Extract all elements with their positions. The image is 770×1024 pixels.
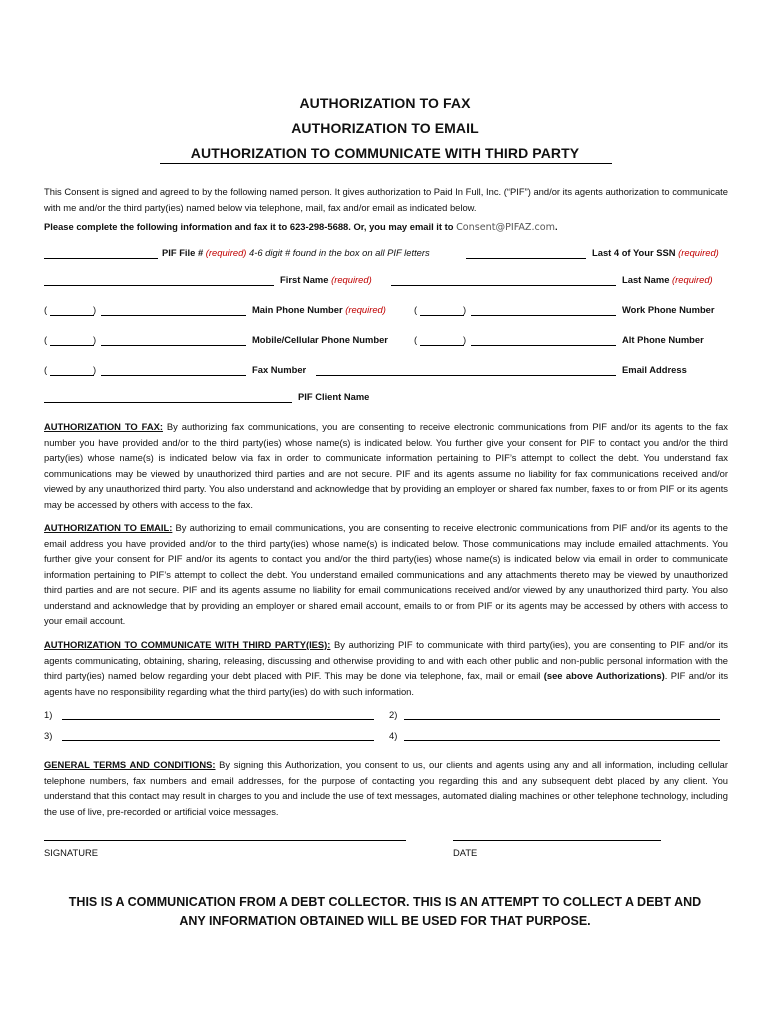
title-underline: [160, 163, 612, 164]
third-party-4-line[interactable]: [404, 740, 720, 741]
ssn-input-line[interactable]: [466, 258, 586, 259]
fax-input-line[interactable]: [101, 375, 246, 376]
last-name-label: [622, 274, 713, 285]
work-phone-area-open: (: [414, 304, 418, 315]
third-party-2-number: 2): [389, 709, 398, 720]
fax-authorization-text: By authorizing fax communications, you are consenting to receive electronic communications from PIF and/or its agents to the fax number you have provided and/or to the third party(ies) whose name(s) is indicated below. You further give your consent for PIF to contact you and/or the third party(ies) whose name(s) is indicated below via fax in order to communicate information pertaining to PIF’s attempt to collect the debt. You understand fax communications may be viewed by unauthorized third parties and are not secure. PIF and its agents assume no liability for fax communications received and/or viewed by any unauthorized third party. You also understand and acknowledge that by providing an employer or shared fax number, faxes to or from PIF or its agents may be accessed by others with access to the fax.: [44, 421, 728, 510]
work-phone-area-close: ): [463, 304, 467, 315]
pif-file-hint: 4-6 digit # found in the box on all PIF letters: [249, 247, 430, 258]
main-phone-input-line[interactable]: [101, 315, 246, 316]
general-terms-text: By signing this Authorization, you consent to us, our clients and agents using any and all information, including cellular telephone numbers, fax numbers and email addresses, for the purpose of contacting you regarding this and any subsequent debt placed by any client. You understand that this contact may result in charges to you and include the use of text messages, automated dialing machines or other telephone technology, including the use of live, pre-recorded or artificial voice messages.: [44, 759, 728, 817]
work-phone-input-line[interactable]: [471, 315, 616, 316]
third-party-3-line[interactable]: [62, 740, 374, 741]
main-phone-area-line[interactable]: [50, 315, 94, 316]
alt-phone-area-close: ): [463, 334, 467, 345]
intro-text: This Consent is signed and agreed to by the following named person. It gives authorization to Paid In Full, Inc. (“PIF”) and/or its agents authorization to communicate with me and/or the third party(ies) named below via telephone, mail, fax and/or email as indicated below.: [44, 186, 728, 213]
title-third-party: AUTHORIZATION TO COMMUNICATE WITH THIRD PARTY: [190, 145, 580, 161]
pif-file-input-line[interactable]: [44, 258, 158, 259]
required-marker: (required): [331, 274, 372, 285]
email-address-label: Email Address: [622, 364, 687, 375]
fax-area-line[interactable]: [50, 375, 94, 376]
fax-area-close: ): [93, 364, 97, 375]
date-label: DATE: [453, 847, 478, 858]
required-marker: (required): [672, 274, 713, 285]
alt-phone-area-open: (: [414, 334, 418, 345]
third-party-tail: . PIF and/or its agents have no responsibility regarding what the third party(ies) do with such information.: [44, 670, 729, 697]
email-authorization-text: By authorizing to email communications, you are consenting to receive electronic communications from PIF and/or its agents to the email address you have provided and/or to the third party(ies) whose name(s) is indicated below. Those communications may include emailed attachments. You further give your consent for PIF and/or its agents to contact you and/or the third party(ies) whose name(s) is indicated below via email in order to communicate information pertaining to PIF’s attempt to collect the debt. You understand emailed communications and any attachments thereto may be viewed by unauthorized third parties and are not secure. PIF and its agents assume no liability for email communications received and/or viewed by any unauthorized third party. You also understand and acknowledge that by providing an employer or shared email account, emails to or from PIF or its agents may be accessed by others with access to your email account.: [44, 522, 728, 626]
mobile-phone-area-line[interactable]: [50, 345, 94, 346]
main-phone-label-text: Main Phone Number: [252, 304, 343, 315]
title-fax: AUTHORIZATION TO FAX: [299, 95, 471, 111]
consent-email-link[interactable]: Consent@PIFAZ.com: [456, 222, 556, 233]
ssn-label-text: Last 4 of Your SSN: [592, 247, 676, 258]
signature-label: SIGNATURE: [44, 847, 98, 858]
third-party-1-line[interactable]: [62, 719, 374, 720]
alt-phone-input-line[interactable]: [471, 345, 616, 346]
third-party-1-number: 1): [44, 709, 53, 720]
general-terms-heading: GENERAL TERMS AND CONDITIONS:: [44, 759, 216, 770]
work-phone-label: Work Phone Number: [622, 304, 715, 315]
mobile-phone-area-open: (: [44, 334, 48, 345]
main-phone-area-close: ): [93, 304, 97, 315]
third-party-bold-note: (see above Authorizations): [543, 670, 665, 681]
work-phone-area-line[interactable]: [420, 315, 464, 316]
email-authorization-heading: AUTHORIZATION TO EMAIL:: [44, 522, 173, 533]
last-name-input-line[interactable]: [391, 285, 616, 286]
pif-client-input-line[interactable]: [44, 402, 292, 403]
date-line[interactable]: [453, 840, 661, 841]
mobile-phone-area-close: ): [93, 334, 97, 345]
fax-number-label: Fax Number: [252, 364, 307, 375]
main-phone-label: [252, 304, 386, 315]
mobile-phone-input-line[interactable]: [101, 345, 246, 346]
signature-line[interactable]: [44, 840, 406, 841]
required-marker: (required): [345, 304, 386, 315]
fax-authorization-paragraph: [44, 419, 728, 512]
ssn-label: [592, 247, 719, 258]
required-marker: (required): [678, 247, 719, 258]
third-party-heading: AUTHORIZATION TO COMMUNICATE WITH THIRD PARTY(IES):: [44, 639, 331, 650]
main-phone-area-open: (: [44, 304, 48, 315]
pif-file-label-text: PIF File #: [162, 247, 204, 258]
third-party-text: By authorizing PIF to communicate with third party(ies), you are consenting to PIF and/or its agents communicating, obtaining, sharing, releasing, discussing and otherwise providing to and with each other public and non-public personal information with the third party(ies) named below regarding your debt placed with PIF. This may be done via telephone, fax, mail or email: [44, 639, 728, 681]
mobile-phone-label: Mobile/Cellular Phone Number: [252, 334, 388, 345]
intro-instruction: [44, 219, 728, 236]
debt-collector-notice-line1: THIS IS A COMMUNICATION FROM A DEBT COLLECTOR. THIS IS AN ATTEMPT TO COLLECT A DEBT AND: [68, 895, 702, 909]
general-terms-paragraph: [44, 757, 728, 819]
third-party-3-number: 3): [44, 730, 53, 741]
debt-collector-notice-line2: ANY INFORMATION OBTAINED WILL BE USED FOR THAT PURPOSE.: [179, 914, 591, 928]
first-name-label: [280, 274, 372, 285]
pif-client-label: PIF Client Name: [298, 391, 370, 402]
first-name-label-text: First Name: [280, 274, 329, 285]
email-address-input-line[interactable]: [316, 375, 616, 376]
instruction-text: Please complete the following information and fax it to 623-298-5688. Or, you may email it to: [44, 221, 457, 232]
fax-area-open: (: [44, 364, 48, 375]
instruction-period: .: [555, 221, 558, 232]
email-authorization-paragraph: [44, 520, 728, 629]
title-email: AUTHORIZATION TO EMAIL: [291, 120, 479, 136]
third-party-authorization-paragraph: [44, 637, 728, 699]
required-marker: (required): [205, 247, 247, 258]
alt-phone-area-line[interactable]: [420, 345, 464, 346]
alt-phone-label: Alt Phone Number: [622, 334, 704, 345]
last-name-label-text: Last Name: [622, 274, 670, 285]
third-party-2-line[interactable]: [404, 719, 720, 720]
fax-authorization-heading: AUTHORIZATION TO FAX:: [44, 421, 163, 432]
third-party-4-number: 4): [389, 730, 398, 741]
first-name-input-line[interactable]: [44, 285, 274, 286]
pif-file-label: [162, 247, 430, 258]
